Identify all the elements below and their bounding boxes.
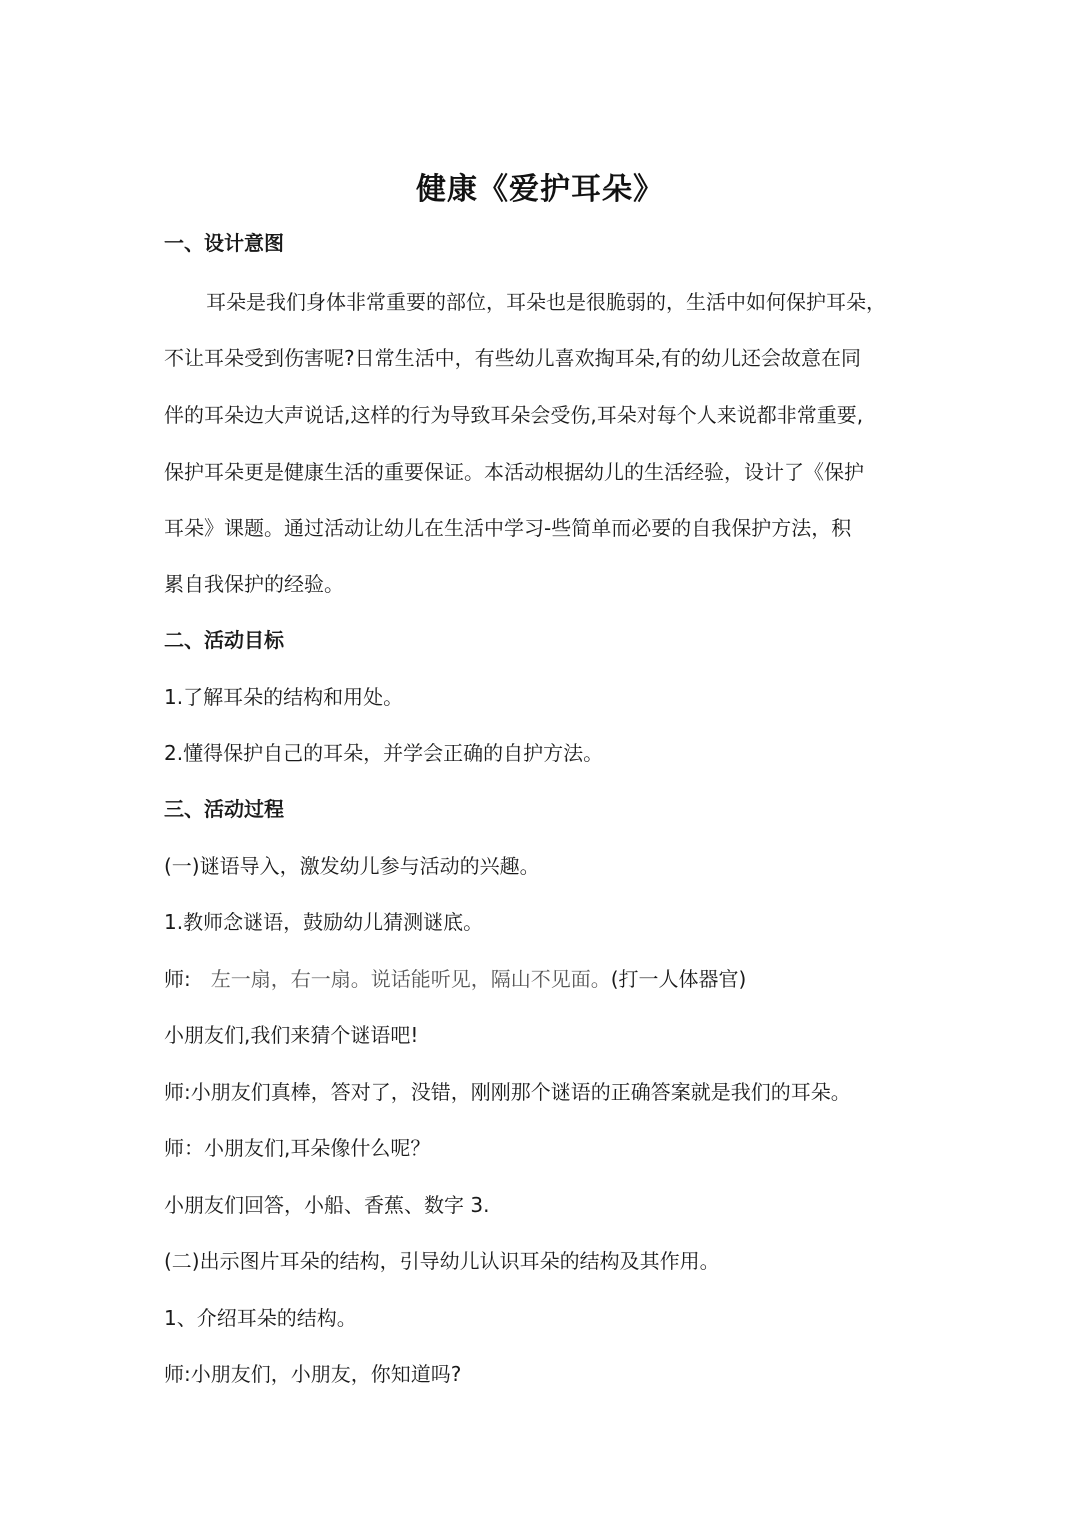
riddle-line [164, 965, 746, 993]
dialogue-line: 师:小朋友们真棒，答对了，没错，刚刚那个谜语的正确答案就是我们的耳朵。 [164, 1080, 851, 1104]
step-item: 1.教师念谜语，鼓励幼儿猜测谜底。 [164, 910, 484, 934]
riddle-speaker: 师: [164, 967, 191, 991]
paragraph-line: 伴的耳朵边大声说话,这样的行为导致耳朵会受伤,耳朵对每个人来说都非常重要, [164, 403, 864, 427]
dialogue-line: 师：小朋友们,耳朵像什么呢？ [164, 1136, 431, 1160]
document-title: 健康《爱护耳朵》 [416, 172, 664, 207]
section-heading-activity-goals: 二、活动目标 [164, 628, 284, 652]
step-title: (二)出示图片耳朵的结构，引导幼儿认识耳朵的结构及其作用。 [164, 1249, 720, 1273]
goal-item: 1.了解耳朵的结构和用处。 [164, 685, 404, 709]
section-heading-activity-process: 三、活动过程 [164, 797, 284, 821]
goal-item: 2.懂得保护自己的耳朵，并学会正确的自护方法。 [164, 741, 604, 765]
riddle-text: 左一扇，右一扇。说话能听见，隔山不见面。 [210, 967, 611, 991]
paragraph-line: 保护耳朵更是健康生活的重要保证。本活动根据幼儿的生活经验，设计了《保护 [164, 460, 864, 484]
paragraph-line: 耳朵是我们身体非常重要的部位，耳朵也是很脆弱的，生活中如何保护耳朵， [206, 290, 886, 314]
step-item: 1、介绍耳朵的结构。 [164, 1306, 357, 1330]
dialogue-line: 师:小朋友们，小朋友，你知道吗? [164, 1362, 462, 1386]
dialogue-line: 小朋友们回答，小船、香蕉、数字 3. [164, 1193, 490, 1217]
paragraph-line: 累自我保护的经验。 [164, 572, 344, 596]
dialogue-line: 小朋友们,我们来猜个谜语吧! [164, 1023, 419, 1047]
section-heading-design-intent: 一、设计意图 [164, 231, 284, 255]
step-title: (一)谜语导入，激发幼儿参与活动的兴趣。 [164, 854, 540, 878]
paragraph-line: 不让耳朵受到伤害呢?日常生活中，有些幼儿喜欢掏耳朵,有的幼儿还会故意在同 [164, 346, 861, 370]
paragraph-line: 耳朵》课题。通过活动让幼儿在生活中学习-些简单而必要的自我保护方法，积 [164, 516, 852, 540]
riddle-hint: (打一人体器官) [610, 967, 747, 991]
